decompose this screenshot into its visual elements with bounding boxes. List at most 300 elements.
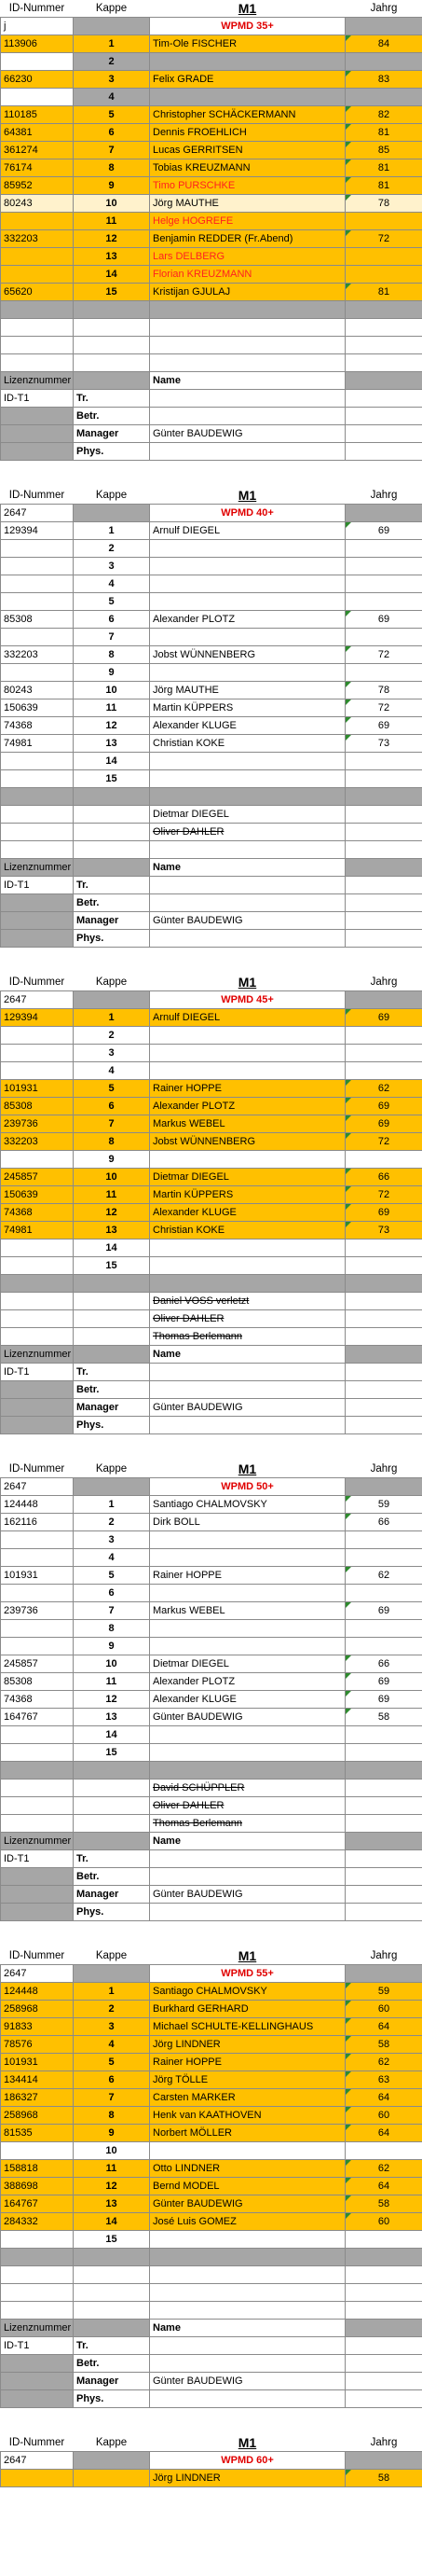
extra-row (1, 2266, 422, 2284)
birth-year: 78 (346, 682, 422, 699)
separator-cell (150, 1275, 346, 1293)
table-row[interactable] (1, 53, 422, 71)
cap-number: 2 (74, 540, 150, 558)
player-name: Martin KÜPPERS (150, 1186, 346, 1204)
extra-blank (1, 824, 74, 841)
extra-blank (74, 1310, 150, 1328)
table-row[interactable] (1, 540, 422, 558)
extra-row (1, 1293, 422, 1310)
table-row[interactable] (1, 1098, 422, 1115)
player-name (150, 1062, 346, 1080)
cap-number: 6 (74, 1098, 150, 1115)
table-row[interactable] (1, 1080, 422, 1098)
staff-name (150, 408, 346, 425)
extra-blank (346, 354, 422, 372)
table-row[interactable] (1, 611, 422, 629)
staff-extra (346, 408, 422, 425)
birth-year (346, 89, 422, 106)
player-id: 74981 (1, 1222, 74, 1240)
extra-blank (74, 1293, 150, 1310)
cap-number: 8 (74, 1620, 150, 1638)
cap-number: 4 (74, 1062, 150, 1080)
staff-name: Name (150, 372, 346, 390)
player-id: 164767 (1, 2195, 74, 2213)
cap-number: 11 (74, 1186, 150, 1204)
table-row[interactable] (1, 1726, 422, 1744)
staff-extra (346, 425, 422, 443)
table-row[interactable] (1, 213, 422, 230)
cap-number: 3 (74, 71, 150, 89)
birth-year: 59 (346, 1983, 422, 2001)
birth-year (346, 266, 422, 284)
birth-year (346, 1638, 422, 1655)
staff-row (1, 894, 422, 912)
staff-extra (346, 1904, 422, 1921)
staff-role: Manager (74, 1399, 150, 1417)
player-name: Bernd MODEL (150, 2178, 346, 2195)
staff-license: Lizenznummer (1, 1833, 74, 1850)
staff-name: Günter BAUDEWIG (150, 2373, 346, 2390)
separator-cell (74, 1762, 150, 1780)
table-row[interactable] (1, 770, 422, 788)
table-row[interactable] (1, 142, 422, 159)
table-row[interactable] (1, 2001, 422, 2018)
table-row[interactable] (1, 753, 422, 770)
player-name: Arnulf DIEGEL (150, 522, 346, 540)
cap-number: 4 (74, 1549, 150, 1567)
birth-year: 58 (346, 2470, 422, 2487)
extra-blank (346, 824, 422, 841)
player-id: 66230 (1, 71, 74, 89)
extra-blank (1, 1815, 74, 1833)
table-row[interactable] (1, 1186, 422, 1204)
table-row[interactable] (1, 1009, 422, 1027)
table-row[interactable] (1, 1567, 422, 1585)
cap-number: 10 (74, 682, 150, 699)
staff-name: Günter BAUDEWIG (150, 912, 346, 930)
table-row[interactable] (1, 230, 422, 248)
cap-number: 6 (74, 1585, 150, 1602)
staff-license: ID-T1 (1, 877, 74, 894)
staff-role: Betr. (74, 894, 150, 912)
extra-name (150, 319, 346, 337)
team-title: M1 (150, 974, 346, 991)
extra-row (1, 1310, 422, 1328)
cap-number: 12 (74, 1691, 150, 1709)
cap-number: 14 (74, 753, 150, 770)
cap-number: 12 (74, 230, 150, 248)
player-name (150, 593, 346, 611)
player-name (150, 540, 346, 558)
birth-year: 69 (346, 522, 422, 540)
staff-name (150, 1364, 346, 1381)
table-row[interactable] (1, 1514, 422, 1531)
table-row[interactable] (1, 159, 422, 177)
table-row[interactable] (1, 35, 422, 53)
staff-name: Name (150, 1346, 346, 1364)
cap-number: 7 (74, 629, 150, 646)
table-row[interactable] (1, 1222, 422, 1240)
category-spacer (74, 991, 150, 1009)
player-name: Alexander PLOTZ (150, 611, 346, 629)
team-title: M1 (150, 0, 346, 18)
player-name (150, 2231, 346, 2249)
cap-number: 14 (74, 1240, 150, 1257)
roster-table (0, 974, 422, 1434)
birth-year (346, 664, 422, 682)
birth-year: 69 (346, 1009, 422, 1027)
table-row[interactable] (1, 1531, 422, 1549)
cap-number: 7 (74, 142, 150, 159)
separator-cell (150, 1762, 346, 1780)
table-row[interactable] (1, 1585, 422, 1602)
birth-year: 62 (346, 1567, 422, 1585)
cap-number: 11 (74, 1673, 150, 1691)
table-row[interactable] (1, 195, 422, 213)
table-row[interactable] (1, 2470, 422, 2487)
table-row[interactable] (1, 2107, 422, 2125)
birth-year (346, 629, 422, 646)
player-id (1, 558, 74, 575)
category-title: WPMD 45+ (150, 991, 346, 1009)
table-row[interactable] (1, 1983, 422, 2001)
staff-name: Name (150, 859, 346, 877)
player-id: 64381 (1, 124, 74, 142)
table-row[interactable] (1, 1257, 422, 1275)
extra-name: Dietmar DIEGEL (150, 806, 346, 824)
birth-year: 62 (346, 1080, 422, 1098)
player-id: 239736 (1, 1115, 74, 1133)
birth-year (346, 1531, 422, 1549)
extra-row (1, 2284, 422, 2302)
kappe-header: Kappe (74, 0, 150, 18)
jahrgang-header: Jahrg (346, 0, 422, 18)
player-name: Dietmar DIEGEL (150, 1169, 346, 1186)
extra-row (1, 319, 422, 337)
staff-extra (346, 2320, 422, 2337)
staff-extra (346, 372, 422, 390)
id-header: ID-Nummer (1, 2434, 74, 2452)
birth-year: 69 (346, 1115, 422, 1133)
birth-year (346, 1045, 422, 1062)
jahrgang-header: Jahrg (346, 1461, 422, 1478)
extra-blank (1, 319, 74, 337)
player-id: 186327 (1, 2089, 74, 2107)
staff-license (1, 2373, 74, 2390)
player-id: 332203 (1, 230, 74, 248)
player-id: 110185 (1, 106, 74, 124)
extra-blank (1, 1310, 74, 1328)
cap-number: 2 (74, 53, 150, 71)
table-row[interactable] (1, 177, 422, 195)
staff-name (150, 390, 346, 408)
player-name: Jörg LINDNER (150, 2036, 346, 2054)
extra-name: Thomas Berlemann (150, 1815, 346, 1833)
category-spacer (74, 2452, 150, 2470)
table-row[interactable] (1, 2195, 422, 2213)
cap-number: 15 (74, 1257, 150, 1275)
birth-year: 58 (346, 2036, 422, 2054)
category-spacer (74, 18, 150, 35)
table-row[interactable] (1, 1169, 422, 1186)
table-row[interactable] (1, 1204, 422, 1222)
table-row[interactable] (1, 2178, 422, 2195)
table-row[interactable] (1, 593, 422, 611)
player-id: 162116 (1, 1514, 74, 1531)
player-name: Florian KREUZMANN (150, 266, 346, 284)
staff-role: Manager (74, 1886, 150, 1904)
table-row[interactable] (1, 682, 422, 699)
table-row[interactable] (1, 1549, 422, 1567)
table-row[interactable] (1, 2213, 422, 2231)
staff-license (1, 425, 74, 443)
cap-number: 9 (74, 1638, 150, 1655)
staff-extra (346, 2373, 422, 2390)
cap-number: 3 (74, 2018, 150, 2036)
separator-cell (74, 301, 150, 319)
section-gap (0, 948, 422, 974)
team-id: j (1, 18, 74, 35)
roster-table (0, 2434, 422, 2487)
table-row[interactable] (1, 1045, 422, 1062)
birth-year (346, 2231, 422, 2249)
birth-year (346, 1257, 422, 1275)
player-id: 85308 (1, 1673, 74, 1691)
player-name (150, 664, 346, 682)
staff-role: Tr. (74, 877, 150, 894)
table-row[interactable] (1, 1602, 422, 1620)
extra-blank (346, 319, 422, 337)
staff-extra (346, 443, 422, 461)
table-row[interactable] (1, 1151, 422, 1169)
table-row[interactable] (1, 1638, 422, 1655)
team-id: 2647 (1, 505, 74, 522)
category-spacer (346, 991, 422, 1009)
roster-table (0, 1947, 422, 2408)
birth-year (346, 213, 422, 230)
cap-number: 14 (74, 1726, 150, 1744)
player-id: 80243 (1, 682, 74, 699)
staff-license (1, 1417, 74, 1434)
category-spacer (74, 1965, 150, 1983)
player-id: 332203 (1, 1133, 74, 1151)
cap-number: 8 (74, 2107, 150, 2125)
table-row[interactable] (1, 2231, 422, 2249)
extra-row (1, 1780, 422, 1797)
table-row[interactable] (1, 266, 422, 284)
table-row[interactable] (1, 1620, 422, 1638)
cap-number: 13 (74, 1222, 150, 1240)
extra-row (1, 1815, 422, 1833)
birth-year: 73 (346, 1222, 422, 1240)
table-row[interactable] (1, 284, 422, 301)
table-row[interactable] (1, 1709, 422, 1726)
staff-role: Betr. (74, 2355, 150, 2373)
cap-number: 1 (74, 1009, 150, 1027)
staff-row (1, 1346, 422, 1364)
table-row[interactable] (1, 522, 422, 540)
staff-row (1, 930, 422, 948)
table-row[interactable] (1, 2018, 422, 2036)
staff-license (1, 1886, 74, 1904)
table-row[interactable] (1, 2125, 422, 2142)
staff-name: Günter BAUDEWIG (150, 1886, 346, 1904)
category-title: WPMD 50+ (150, 1478, 346, 1496)
separator-cell (74, 1275, 150, 1293)
category-row (1, 991, 422, 1009)
table-row[interactable] (1, 2036, 422, 2054)
cap-number: 10 (74, 195, 150, 213)
player-name: Jörg MAUTHE (150, 195, 346, 213)
birth-year (346, 1620, 422, 1638)
staff-name (150, 930, 346, 948)
birth-year: 66 (346, 1169, 422, 1186)
player-id (1, 266, 74, 284)
separator-cell (150, 2249, 346, 2266)
cap-number: 11 (74, 2160, 150, 2178)
player-id (1, 2142, 74, 2160)
table-row[interactable] (1, 1240, 422, 1257)
extra-blank (1, 337, 74, 354)
birth-year: 82 (346, 106, 422, 124)
extra-row (1, 2302, 422, 2320)
staff-name (150, 894, 346, 912)
player-name (150, 1257, 346, 1275)
category-row (1, 2452, 422, 2470)
staff-role: Tr. (74, 1364, 150, 1381)
table-row[interactable] (1, 248, 422, 266)
birth-year: 69 (346, 717, 422, 735)
birth-year: 62 (346, 2160, 422, 2178)
table-row[interactable] (1, 89, 422, 106)
table-row[interactable] (1, 2142, 422, 2160)
category-title: WPMD 40+ (150, 505, 346, 522)
cap-number: 13 (74, 248, 150, 266)
table-row[interactable] (1, 2054, 422, 2071)
extra-name (150, 2266, 346, 2284)
birth-year (346, 770, 422, 788)
player-name: Lars DELBERG (150, 248, 346, 266)
staff-row (1, 2337, 422, 2355)
staff-extra (346, 390, 422, 408)
table-row[interactable] (1, 646, 422, 664)
table-row[interactable] (1, 1673, 422, 1691)
player-name: Dennis FROEHLICH (150, 124, 346, 142)
player-id: 74368 (1, 1691, 74, 1709)
extra-blank (74, 2284, 150, 2302)
table-row[interactable] (1, 1115, 422, 1133)
player-name: Timo PURSCHKE (150, 177, 346, 195)
table-row[interactable] (1, 2071, 422, 2089)
player-id (1, 1531, 74, 1549)
cap-number: 1 (74, 35, 150, 53)
team-title: M1 (150, 1947, 346, 1965)
staff-role: Tr. (74, 2337, 150, 2355)
player-name: Alexander PLOTZ (150, 1673, 346, 1691)
player-name: Günter BAUDEWIG (150, 2195, 346, 2213)
id-header: ID-Nummer (1, 1461, 74, 1478)
player-name (150, 1549, 346, 1567)
player-name: Christopher SCHÄCKERMANN (150, 106, 346, 124)
birth-year (346, 593, 422, 611)
extra-name: Daniel VOSS verletzt (150, 1293, 346, 1310)
table-row[interactable] (1, 1496, 422, 1514)
separator-cell (1, 2249, 74, 2266)
staff-license (1, 2355, 74, 2373)
table-row[interactable] (1, 1691, 422, 1709)
table-row[interactable] (1, 1027, 422, 1045)
staff-license (1, 1904, 74, 1921)
birth-year: 66 (346, 1655, 422, 1673)
player-id (1, 753, 74, 770)
extra-name: Oliver DAHLER (150, 824, 346, 841)
staff-name (150, 1850, 346, 1868)
player-name: Tim-Ole FISCHER (150, 35, 346, 53)
cap-number: 15 (74, 770, 150, 788)
staff-extra (346, 1886, 422, 1904)
table-row[interactable] (1, 717, 422, 735)
roster-table (0, 487, 422, 948)
table-row[interactable] (1, 558, 422, 575)
team-id: 2647 (1, 991, 74, 1009)
player-name: Arnulf DIEGEL (150, 1009, 346, 1027)
table-row[interactable] (1, 735, 422, 753)
player-name: Alexander KLUGE (150, 1691, 346, 1709)
table-row[interactable] (1, 106, 422, 124)
player-name: Santiago CHALMOVSKY (150, 1496, 346, 1514)
player-id: 284332 (1, 2213, 74, 2231)
player-name (150, 53, 346, 71)
extra-row (1, 806, 422, 824)
table-row[interactable] (1, 575, 422, 593)
team-title: M1 (150, 2434, 346, 2452)
table-row[interactable] (1, 2089, 422, 2107)
roster-table (0, 0, 422, 461)
player-name: Santiago CHALMOVSKY (150, 1983, 346, 2001)
staff-extra (346, 2390, 422, 2408)
separator-cell (1, 788, 74, 806)
birth-year (346, 1151, 422, 1169)
player-id: 65620 (1, 284, 74, 301)
table-row[interactable] (1, 699, 422, 717)
player-name (150, 770, 346, 788)
extra-blank (1, 354, 74, 372)
player-id: 85308 (1, 611, 74, 629)
category-spacer (346, 1478, 422, 1496)
table-row[interactable] (1, 629, 422, 646)
table-row[interactable] (1, 1655, 422, 1673)
table-row[interactable] (1, 71, 422, 89)
player-name (150, 1240, 346, 1257)
table-row[interactable] (1, 1133, 422, 1151)
separator-cell (1, 1275, 74, 1293)
player-id: 158818 (1, 2160, 74, 2178)
player-name: Helge HOGREFE (150, 213, 346, 230)
extra-blank (74, 337, 150, 354)
birth-year: 69 (346, 1204, 422, 1222)
table-row[interactable] (1, 2160, 422, 2178)
cap-number: 9 (74, 177, 150, 195)
table-row[interactable] (1, 1062, 422, 1080)
cap-number: 1 (74, 1983, 150, 2001)
cap-number: 7 (74, 1115, 150, 1133)
table-row[interactable] (1, 1744, 422, 1762)
staff-extra (346, 1417, 422, 1434)
extra-blank (346, 1310, 422, 1328)
birth-year: 81 (346, 177, 422, 195)
table-row[interactable] (1, 664, 422, 682)
table-row[interactable] (1, 124, 422, 142)
